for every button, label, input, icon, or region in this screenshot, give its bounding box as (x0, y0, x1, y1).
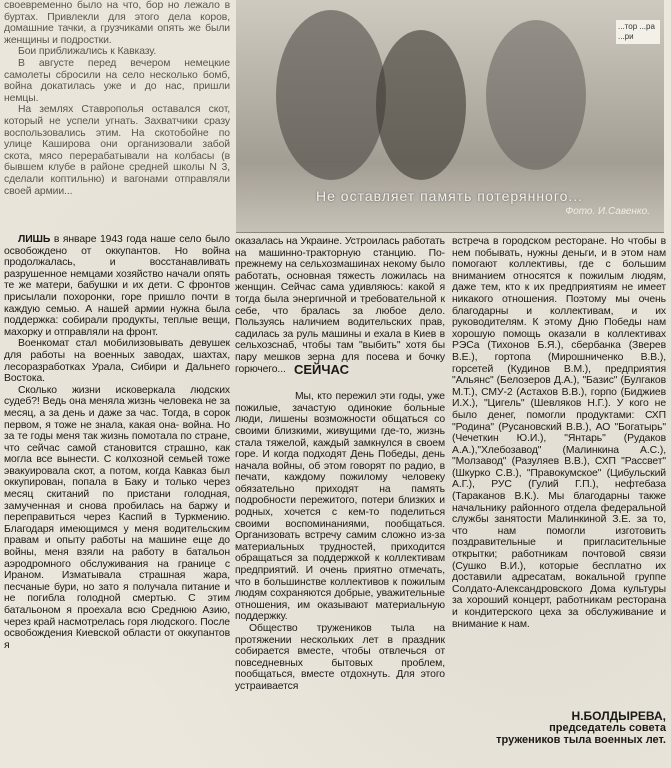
photo-corner-text: ...тор ...ра ...ри (616, 20, 660, 44)
paragraph: Бои приближались к Кавказу. (18, 46, 157, 58)
author-signature (482, 710, 666, 746)
author-title: председатель совета тружеников тыла военных лет. (496, 722, 666, 746)
paragraph: Сколько жизни исковеркала людских судеб?! Ведь она меняла жизнь человека не за месяц, а за день и даже за час. Тогда, в сорок первом, я тоже не знала, какая она- война. Но за те годы меня так жизнь помотала по стране, что сейчас самой становится страшно, как могла все вынести. С колхозной семьей тоже эвакуировала скот, а потом, когда Кавказ был оккупирован, попала в Баку и только через месяц скитаний по пристани голодная, замученная и снова пробилась на баржу и переправиться через Каспий в Туркмению. Благодаря имеющимся у меня водительским правам и опыту работы на машине еще до войны, меня взяли на работу в батальон аэродромного обслуживания на границе с Ираном. Изматывала страшная жара, песчаные бури, но зато я получала питание и не погибла голодной смертью. С этим батальоном я проехала всю Среднюю Азию, через край насмотрелась горя людского. После освобождения Киевской области от оккупантов я (4, 384, 230, 651)
section-heading: СЕЙЧАС (294, 362, 349, 377)
article-photo (236, 0, 664, 233)
photo-caption: Не оставляет память потерянного... (316, 188, 584, 204)
paragraph: своевременно было на что, бор но лежало в буртах. Привлекли для этого дела коров, домашние тачки, а грузчиками опять же были женщины и подростки. (4, 0, 230, 46)
paragraph: оказалась на Украине. Устроилась работать на машинно-тракторную станцию. По-прежнему на сельхозмашинах некому было работать, основная тяжесть ложилась на женщин. Сейчас сама удивляюсь: какой я тогда была энергичной и требовательной к себе, что бралась за любое дело. Пользуясь наличием водительских прав, садилась за руль машины и ехала в Киев в сельхозснаб, чтобы там "выбить" хотя бы пару мешков зерна для посева и бочку горючего... (235, 236, 445, 375)
paragraph: Военкомат стал мобилизовывать девушек для работы на военных заводах, шахтах, лесоразработках Урала, Сибири и Дальнего Востока. (4, 338, 230, 385)
photo-credit: Фото. И.Савенко. (565, 206, 650, 217)
paragraph: На землях Ставрополья оставался скот, который не успели угнать. Захватчики сразу воспользовались этим. На скотобойне по улице Каширова они организовали забой скота, мясо перерабатывали на колбасы (в бывшем клубе в районе средней школы N 3, сделали коптильню) и вагонами отправляли своей армии... (4, 104, 230, 197)
column-3 (452, 236, 666, 630)
author-name: Н.БОЛДЫРЕВА, (571, 709, 666, 723)
paragraph: Мы, кто пережил эти годы, уже пожилые, зачастую одинокие больные люди, лишены возможности общаться со своими близкими, живущими где-то, жизнь стала тяжелой, каждый замкнулся в своем горе. И когда подходят День Победы, день начала войны, об этом говорят по радио, в печати, каждому пожилому человеку обязательно приходят на память подробности пережитого, потери близких и родных, хочется с кем-то поделиться своими воспоминаниями, пообщаться. Организовать встречу самим сложно из-за материальных трудностей, приходится обращаться за поддержкой к коллективам предприятий. И очень приятно отмечать, что в большинстве коллективов к пожилым людям сохраняются добрые, уважительные отношения, им оказывают материальную поддержку. (235, 391, 445, 623)
column-1 (4, 234, 230, 651)
paragraph: Общество тружеников тыла на протяжении нескольких лет в праздник собирается вместе, чтобы отвлечься от повседневных бытовых проблем, пообщаться, вместе отдохнуть. Для этого устраивается (235, 623, 445, 692)
paragraph: ЛИШЬ в январе 1943 года наше село было освобождено от оккупантов. Но война продолжалась, и восстанавливать разрушенное немцами хозяйство начали опять те же матери, бабушки и их дети. С фронтов присылали похоронки, горе пришло почти в каждую семью. А нашей армии нужна была поддержка: собирали продукты, теплые вещи, махорку и отправляли на фронт. (4, 234, 230, 338)
column-1-top (4, 0, 230, 197)
paragraph: В августе перед вечером немецкие самолеты сбросили на село несколько бомб, война докатилась уже и до нас, пришли немцы. (4, 57, 230, 104)
column-2 (235, 236, 445, 693)
paragraph: встреча в городском ресторане. Но чтобы в нем побывать, нужны деньги, и в этом нам помогают коллективы, где с большим вниманием относятся к пожилым людям, даже тем, кто к их предприятиям не имеет никакого отношения. Поэтому мы очень благодарны и коллективам, и их руководителям. К этому Дню Победы нам хорошую помощь оказали в коллективах РЭСа (Тихонов Б.Я.), сбербанка (Зверев В.Е.), гортопа (Мирошниченко В.В.), горсетей (Кудинов В.М.), предприятия "Альянс" (Белозеров Д.А.), "Базис" (Булгаков М.Т.), СМУ-2 (Астахов В.В.), горпо (Биджиев И.Х.), "Цигель" (Шевляков Н.Г.). У кого не было денег, помогли продуктами: СХП "Родина" (Русановский В.В.), АО "Богатырь" (Чечеткин Ю.И.), "Янтарь" (Рудаков А.А.),"Хлебозавод" (Малинкина А.С.), "Молзавод" (Разуляев В.В.), СХП "Рассвет" (Шкурко С.В.), "Правокумское" (Цибульский А.Г.), РУС (Гулий Г.П.), нефтебаза (Тараканов В.К.). Мы благодарны также начальнику районного отдела федеральной службы занятости Малинкиной З.Е. за то, что нам помогли изготовить поздравительные и пригласительные открытки; работникам почтовой связи (Сушко В.И.), которые бесплатно их доставили адресатам, вокальной группе Солдато-Александровского Дома культуры за хороший концерт, работникам ресторана и кондитерского цеха за обслуживание и внимание к нам. (452, 236, 666, 630)
